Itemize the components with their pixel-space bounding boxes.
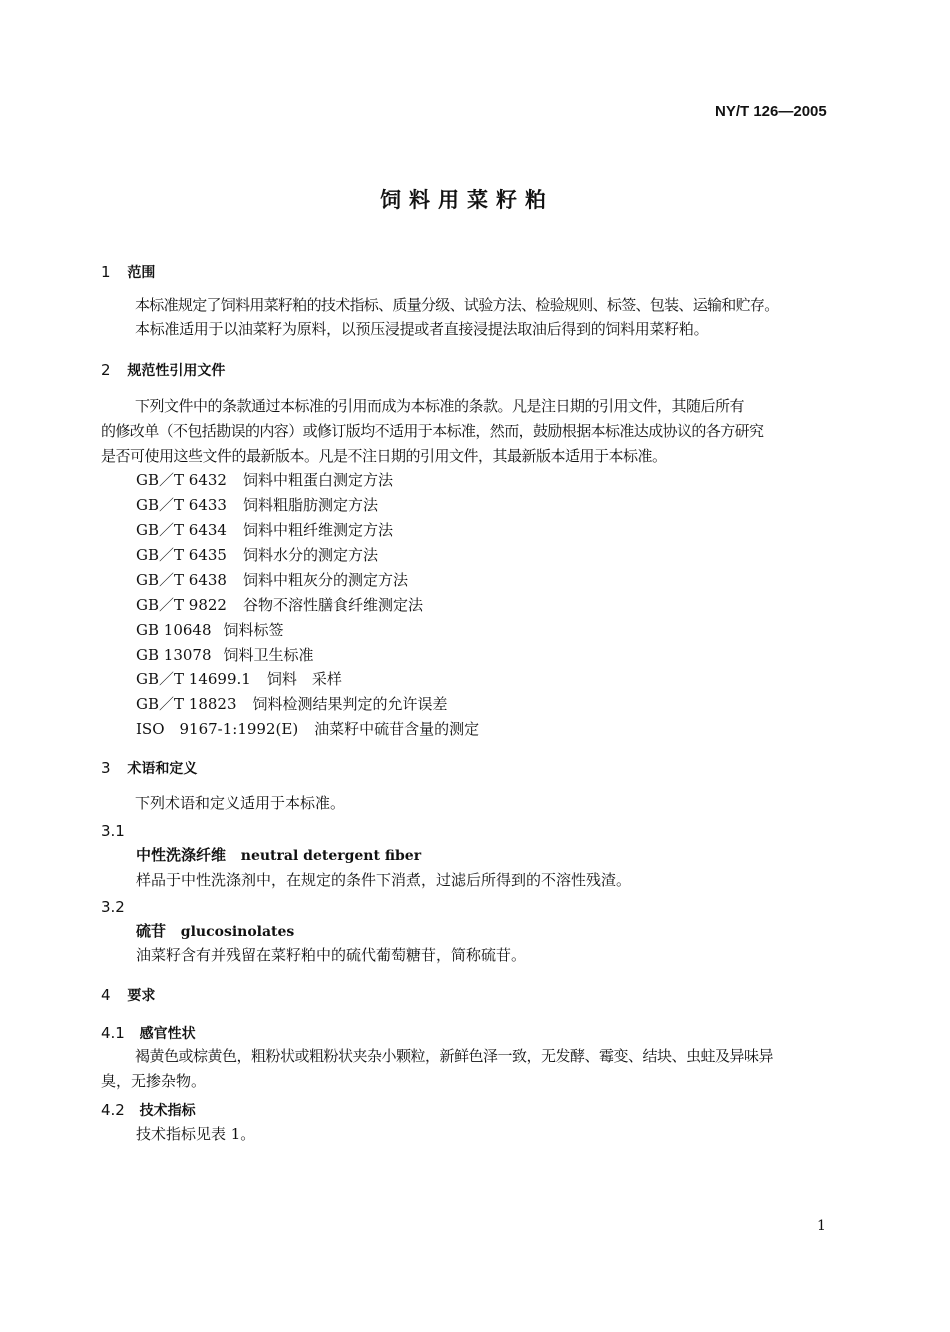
subsection-title: 感官性状 — [139, 1026, 196, 1042]
paragraph: 技术指标见表 1。 — [136, 1125, 256, 1143]
reference-item — [136, 573, 408, 588]
term-zh: 中性洗涤纤维 — [136, 846, 227, 864]
reference-title: 饲料中粗灰分的测定方法 — [242, 571, 408, 589]
page-number: 1 — [817, 1218, 826, 1234]
reference-item — [136, 697, 448, 712]
reference-code: GB／T 6433 — [136, 496, 227, 514]
paragraph: 本标准规定了饲料用菜籽粕的技术指标、质量分级、试验方法、检验规则、标签、包装、运输和贮存。 — [135, 296, 779, 314]
document-title: 饲料用菜籽粕 — [380, 188, 554, 212]
reference-item — [136, 623, 284, 638]
reference-title: 谷物不溶性膳食纤维测定法 — [242, 596, 423, 614]
paragraph-line: 褐黄色或棕黄色，粗粉状或粗粉状夹杂小颗粒，新鲜色泽一致，无发酵、霉变、结块、虫蛀及异味异 — [135, 1047, 774, 1065]
paragraph-line: 是否可使用这些文件的最新版本。凡是不注日期的引用文件，其最新版本适用于本标准。 — [101, 447, 667, 465]
section-number: 1 — [101, 263, 111, 281]
section-title: 范围 — [127, 265, 156, 281]
reference-item — [136, 498, 378, 513]
term-definition: 样品于中性洗涤剂中，在规定的条件下消煮，过滤后所得到的不溶性残渣。 — [136, 871, 632, 889]
term-en: glucosinolates — [180, 924, 295, 940]
reference-item — [136, 722, 479, 737]
reference-item — [136, 598, 423, 613]
section-title: 要求 — [127, 988, 156, 1004]
reference-item — [136, 648, 314, 663]
reference-title: 饲料中粗蛋白测定方法 — [242, 471, 393, 489]
subsection-title: 技术指标 — [139, 1103, 196, 1119]
section-4-heading — [101, 988, 155, 1003]
reference-title: 饲料检测结果判定的允许误差 — [252, 695, 448, 713]
paragraph: 下列术语和定义适用于本标准。 — [135, 794, 346, 812]
standard-number: NY/T 126—2005 — [715, 103, 827, 120]
reference-title: 饲料标签 — [223, 621, 284, 639]
section-1-heading — [101, 265, 155, 280]
subsection-4-2-heading — [101, 1103, 196, 1118]
reference-title: 饲料中粗纤维测定方法 — [242, 521, 393, 539]
section-2-heading — [101, 363, 225, 378]
term-zh: 硫苷 — [136, 922, 167, 940]
reference-item — [136, 548, 378, 563]
paragraph-line: 下列文件中的条款通过本标准的引用而成为本标准的条款。凡是注日期的引用文件，其随后所有 — [135, 397, 745, 415]
term-definition: 油菜籽含有并残留在菜籽粕中的硫代葡萄糖苷，简称硫苷。 — [136, 946, 527, 964]
reference-code: GB／T 6435 — [136, 546, 227, 564]
section-number: 3 — [101, 759, 111, 777]
reference-code: GB／T 14699.1 — [136, 670, 251, 688]
reference-code: GB／T 6438 — [136, 571, 227, 589]
term-number: 3.2 — [101, 898, 125, 916]
reference-code: GB／T 6434 — [136, 521, 227, 539]
reference-code: ISO 9167-1:1992(E) — [136, 720, 299, 738]
subsection-4-1-heading — [101, 1026, 196, 1041]
paragraph-line: 臭，无掺杂物。 — [101, 1072, 207, 1090]
section-title: 术语和定义 — [127, 761, 198, 777]
reference-title: 油菜籽中硫苷含量的测定 — [314, 720, 480, 738]
reference-title: 饲料 采样 — [266, 670, 342, 688]
reference-item — [136, 523, 393, 538]
paragraph: 本标准适用于以油菜籽为原料，以预压浸提或者直接浸提法取油后得到的饲料用菜籽粕。 — [135, 320, 709, 338]
reference-code: GB／T 9822 — [136, 596, 227, 614]
reference-title: 饲料水分的测定方法 — [242, 546, 378, 564]
reference-title: 饲料粗脂肪测定方法 — [242, 496, 378, 514]
reference-code: GB 13078 — [136, 646, 212, 664]
section-3-heading — [101, 761, 197, 776]
subsection-number: 4.2 — [101, 1101, 125, 1119]
paragraph-line: 的修改单（不包括勘误的内容）或修订版均不适用于本标准，然而，鼓励根据本标准达成协议的各方研究 — [101, 422, 764, 440]
reference-code: GB／T 18823 — [136, 695, 237, 713]
reference-item — [136, 473, 393, 488]
reference-item — [136, 672, 342, 687]
reference-title: 饲料卫生标准 — [223, 646, 314, 664]
term-heading — [136, 848, 421, 863]
section-title: 规范性引用文件 — [127, 363, 226, 379]
term-heading — [136, 924, 294, 939]
reference-code: GB 10648 — [136, 621, 212, 639]
subsection-number: 4.1 — [101, 1024, 125, 1042]
reference-code: GB／T 6432 — [136, 471, 227, 489]
term-en: neutral detergent fiber — [240, 848, 422, 864]
section-number: 4 — [101, 986, 111, 1004]
section-number: 2 — [101, 361, 111, 379]
term-number: 3.1 — [101, 822, 125, 840]
